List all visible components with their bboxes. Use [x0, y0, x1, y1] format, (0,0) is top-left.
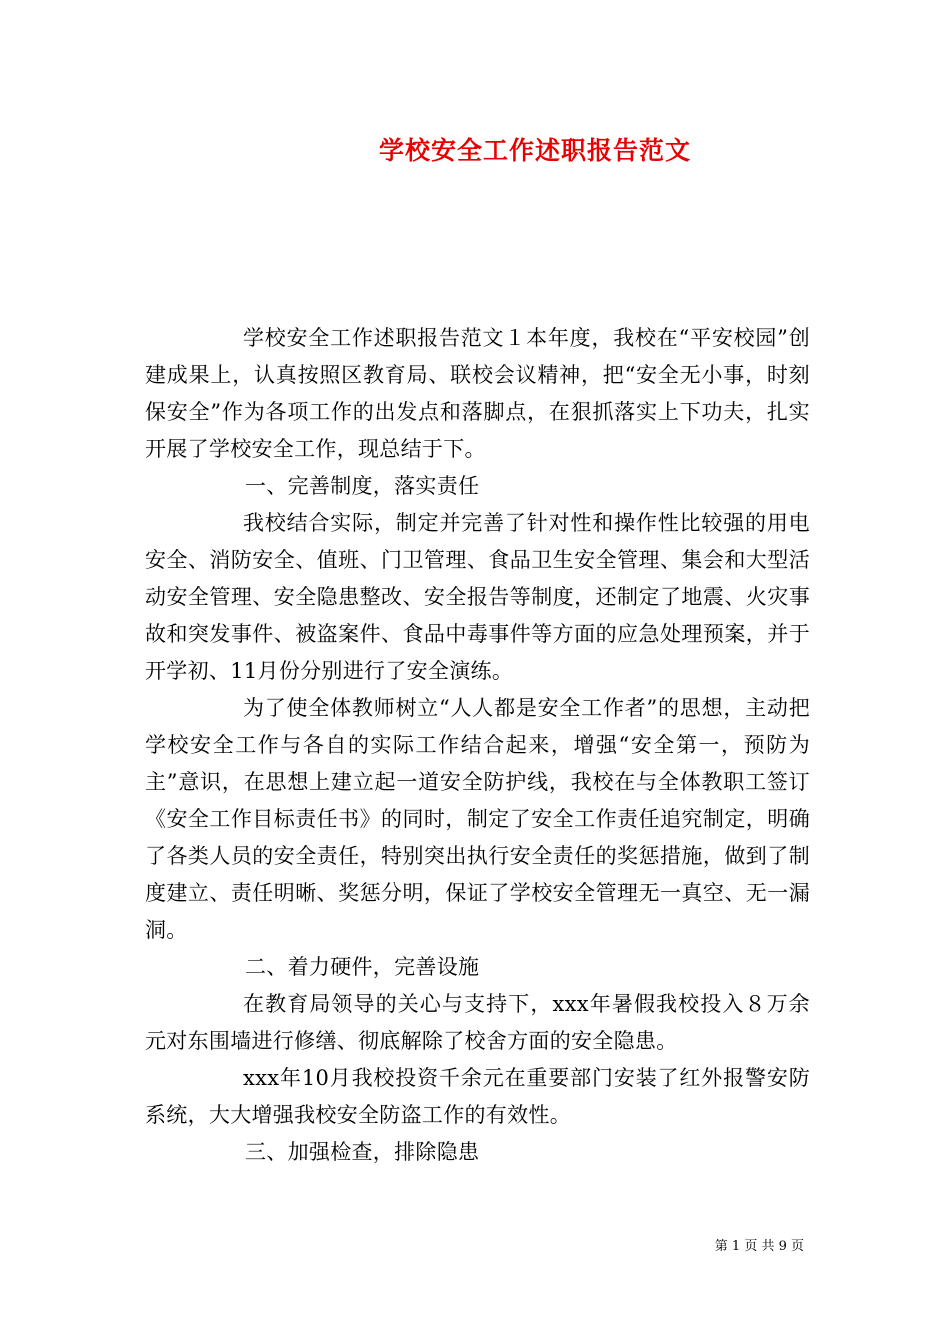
paragraph-wall-repair: 在教育局领导的关心与支持下，xxx年暑假我校投入８万余元对东围墙进行修缮、彻底解除了校舍方面的安全隐患。 — [145, 992, 810, 1053]
paragraph-intro: 学校安全工作述职报告范文１本年度，我校在“平安校园”创建成果上，认真按照区教育局、联校会议精神，把“安全无小事，时刻保安全”作为各项工作的出发点和落脚点，在狠抓落实上下功夫，扎实开展了学校安全工作，现总结于下。 — [145, 326, 810, 461]
page-number: 第 1 页 共 9 页 — [714, 1239, 804, 1254]
paragraph-responsibility: 为了使全体教师树立“人人都是安全工作者”的思想，主动把学校安全工作与各自的实际工作结合起来，增强“安全第一，预防为主”意识，在思想上建立起一道安全防护线，我校在与全体教职工签订《安全工作目标责任书》的同时，制定了安全工作责任追究制定，明确了各类人员的安全责任，特别突出执行安全责任的奖惩措施，做到了制度建立、责任明晰、奖惩分明，保证了学校安全管理无一真空、无一漏洞。 — [145, 696, 810, 942]
section-heading-2: 二、着力硬件，完善设施 — [245, 955, 480, 979]
document-title: 学校安全工作述职报告范文 — [378, 136, 691, 165]
paragraph-rules: 我校结合实际，制定并完善了针对性和操作性比较强的用电安全、消防安全、值班、门卫管理、食品卫生安全管理、集会和大型活动安全管理、安全隐患整改、安全报告等制度，还制定了地震、火灾事故和突发事件、被盗案件、食品中毒事件等方面的应急处理预案，并于开学初、11月份分别进行了安全演练。 — [145, 511, 810, 683]
document-body — [145, 320, 810, 1171]
section-heading-3: 三、加强检查，排除隐患 — [245, 1140, 480, 1164]
paragraph-alarm-system: xxx年10月我校投资千余元在重要部门安装了红外报警安防系统，大大增强我校安全防盗工作的有效性。 — [145, 1066, 810, 1127]
section-heading-1: 一、完善制度，落实责任 — [245, 474, 480, 498]
